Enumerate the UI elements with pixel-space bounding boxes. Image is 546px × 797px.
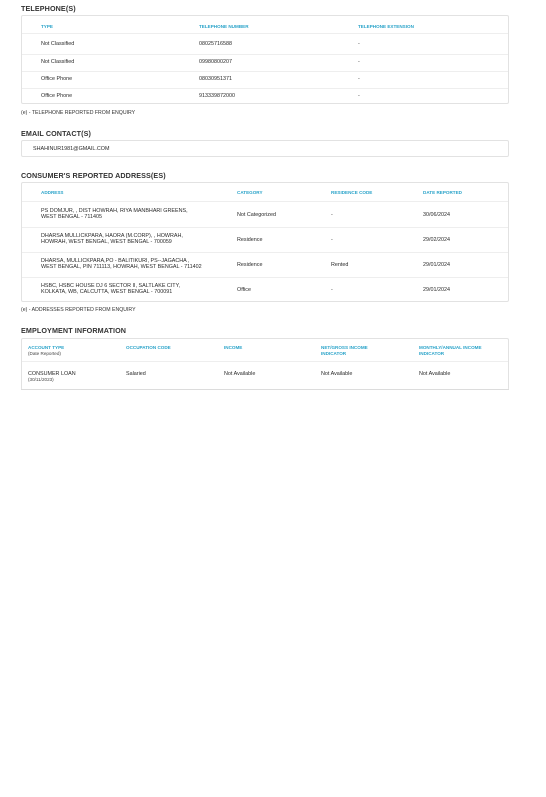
address-category: Residence	[237, 262, 263, 268]
telephones-title: TELEPHONE(S)	[21, 4, 76, 13]
address-category: Not Categorized	[237, 212, 276, 218]
address-date-reported: 30/06/2024	[423, 212, 450, 218]
address-date-reported: 29/02/2024	[423, 237, 450, 243]
address-line-2: HOWRAH, WEST BENGAL, WEST BENGAL - 700059	[41, 239, 172, 245]
employment-header-net-gross-indicator: INDICATOR	[321, 351, 347, 356]
row-divider	[22, 201, 508, 202]
telephones-header-number: TELEPHONE NUMBER	[199, 24, 249, 29]
employment-title: EMPLOYMENT INFORMATION	[21, 326, 127, 335]
telephone-type: Not Classified	[41, 41, 75, 47]
telephone-number: 08025716588	[199, 41, 232, 47]
telephone-extension: -	[358, 41, 360, 47]
telephone-number: 08030951371	[199, 76, 232, 82]
addresses-header-date-reported: DATE REPORTED	[423, 190, 462, 195]
telephone-type: Not Classified	[41, 59, 75, 65]
address-line-1: DHARSA MULLICKPARA, HAORA (M.CORP), , HOWRAH,	[41, 233, 183, 239]
telephones-table	[21, 15, 509, 104]
page-cut-edge	[21, 389, 509, 390]
employment-monthly: Not Available	[419, 371, 451, 377]
row-divider	[22, 71, 508, 72]
address-line-2: WEST BENGAL, PIN 711113, HOWRAH, WEST BENGAL - 711402	[41, 264, 202, 270]
row-divider	[22, 361, 508, 362]
employment-header-net-gross: NET/GROSS INCOME	[321, 345, 368, 350]
telephones-header-type: TYPE	[41, 24, 53, 29]
addresses-note: (e) - ADDRESSES REPORTED FROM ENQUIRY	[21, 307, 136, 313]
employment-header-occupation: OCCUPATION CODE	[126, 345, 171, 350]
address-residence-code: -	[331, 237, 333, 243]
address-line-1: DHARSA, MULLICKPARA,PO - BALITIKURI, PS--JAGACHA ,	[41, 258, 190, 264]
address-category: Residence	[237, 237, 263, 243]
row-divider	[22, 252, 508, 253]
address-residence-code: -	[331, 287, 333, 293]
address-date-reported: 29/01/2024	[423, 287, 450, 293]
telephone-extension: -	[358, 76, 360, 82]
email-title: EMAIL CONTACT(S)	[21, 129, 92, 138]
addresses-header-address: ADDRESS	[41, 190, 64, 195]
email-box	[21, 140, 509, 157]
employment-header-income: INCOME	[224, 345, 243, 350]
address-residence-code: Rented	[331, 262, 349, 268]
employment-header-monthly: MONTHLY/ANNUAL INCOME	[419, 345, 482, 350]
telephone-extension: -	[358, 93, 360, 99]
employment-account-type: CONSUMER LOAN	[28, 371, 76, 377]
employment-occupation: Salaried	[126, 371, 146, 377]
row-divider	[22, 54, 508, 55]
telephones-note: (e) - TELEPHONE REPORTED FROM ENQUIRY	[21, 110, 136, 116]
addresses-header-category: CATEGORY	[237, 190, 263, 195]
employment-header-monthly-indicator: INDICATOR	[419, 351, 445, 356]
telephone-type: Office Phone	[41, 93, 73, 99]
employment-date: (30/11/2023)	[28, 377, 54, 382]
employment-table	[21, 338, 509, 390]
telephone-extension: -	[358, 59, 360, 65]
addresses-title: CONSUMER'S REPORTED ADDRESS(ES)	[21, 171, 166, 180]
row-divider	[22, 88, 508, 89]
telephone-type: Office Phone	[41, 76, 73, 82]
address-residence-code: -	[331, 212, 333, 218]
telephone-number: 913339872000	[199, 93, 235, 99]
addresses-header-residence-code: RESIDENCE CODE	[331, 190, 373, 195]
row-divider	[22, 33, 508, 34]
employment-net-gross: Not Available	[321, 371, 353, 377]
address-category: Office	[237, 287, 251, 293]
row-divider	[22, 227, 508, 228]
telephone-number: 09980800207	[199, 59, 232, 65]
row-divider	[22, 277, 508, 278]
address-line-2: KOLKATA, WB, CALCUTTA, WEST BENGAL - 700091	[41, 289, 173, 295]
email-value: SHAHINUR1981@GMAIL.COM	[33, 146, 110, 152]
address-line-2: WEST BENGAL - 711405	[41, 214, 103, 220]
employment-income: Not Available	[224, 371, 256, 377]
address-date-reported: 29/01/2024	[423, 262, 450, 268]
address-line-1: PS DOMJUR, , DIST HOWRAH, RIYA MANBHARI GREENS,	[41, 208, 188, 214]
addresses-table	[21, 182, 509, 302]
telephones-header-extension: TELEPHONE EXTENSION	[358, 24, 414, 29]
employment-header-account-type: ACCOUNT TYPE	[28, 345, 65, 350]
employment-header-date-reported: (Date Reported)	[28, 351, 61, 356]
address-line-1: HSBC, HSBC HOUSE DJ 6 SECTOR II, SALTLAKE CITY,	[41, 283, 180, 289]
